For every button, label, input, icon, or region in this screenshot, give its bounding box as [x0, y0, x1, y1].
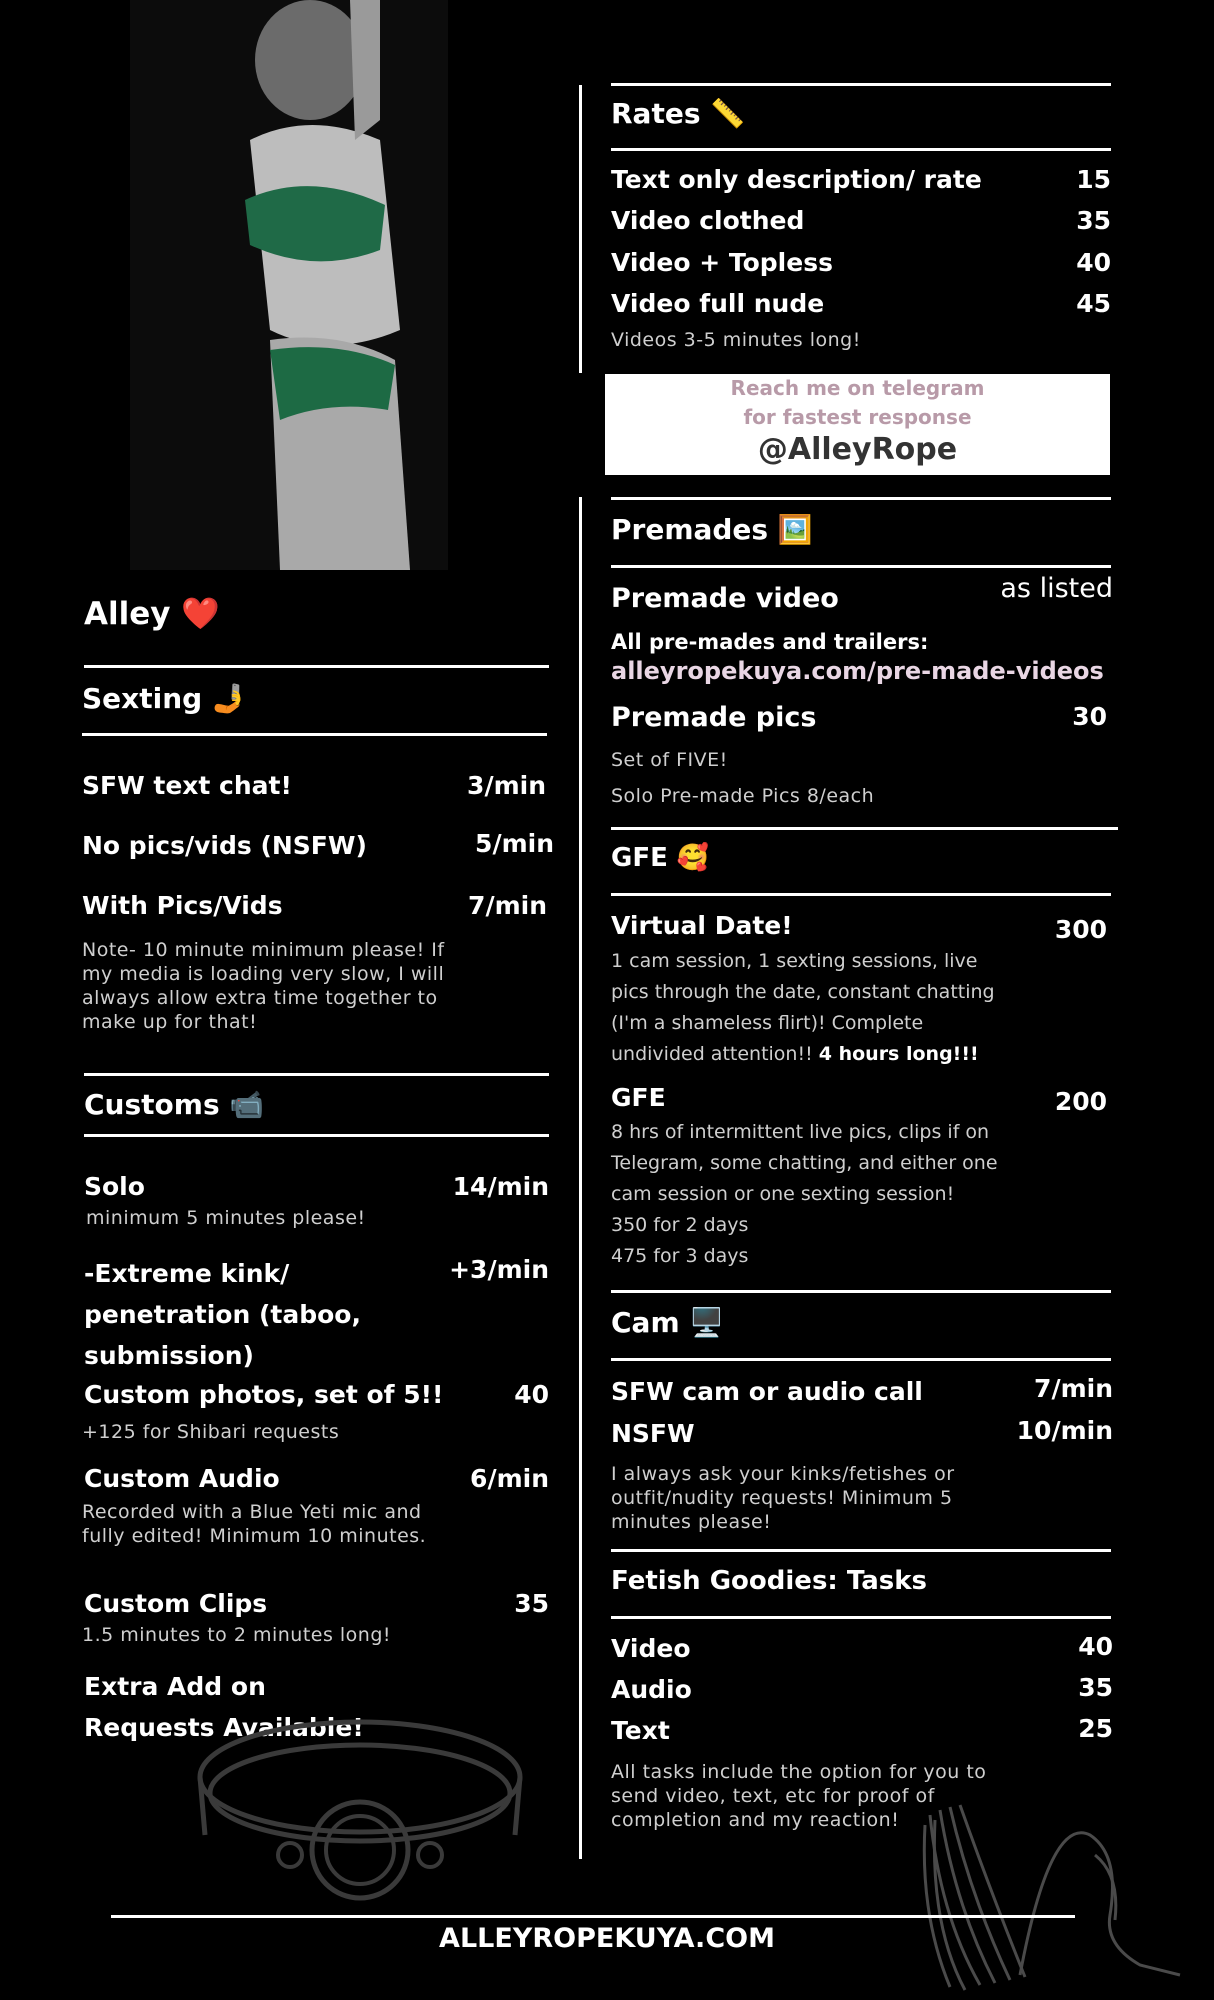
task-label: Audio — [611, 1675, 692, 1704]
sexting-item-price: 7/min — [468, 891, 547, 920]
profile-name: Alley ❤️ — [84, 596, 220, 632]
premade-link[interactable]: alleyropekuya.com/pre-made-videos — [611, 657, 1104, 685]
divider — [84, 665, 549, 668]
premade-video-price: as listed — [1000, 573, 1113, 604]
footer-site-link[interactable]: ALLEYROPEKUYA.COM — [439, 1923, 775, 1954]
virtual-date-price: 300 — [1054, 915, 1107, 944]
premade-pics-note: Solo Pre-made Pics 8/each — [611, 785, 875, 807]
task-price: 35 — [1078, 1673, 1113, 1702]
divider — [84, 1073, 549, 1076]
custom-audio-label: Custom Audio — [84, 1464, 280, 1493]
custom-photos-note: +125 for Shibari requests — [82, 1421, 340, 1443]
premades-title: Premades 🖼️ — [611, 513, 813, 546]
custom-solo-price: 14/min — [452, 1172, 549, 1201]
divider — [611, 497, 1111, 500]
custom-extreme-price: +3/min — [449, 1255, 549, 1284]
gfe-note: 8 hrs of intermittent live pics, clips if on Telegram, some chatting, and either one cam session or one sexting session! — [611, 1121, 998, 1205]
cam-item-price: 7/min — [1034, 1374, 1113, 1403]
virtual-date-label: Virtual Date! — [611, 911, 793, 940]
cam-title: Cam 🖥️ — [611, 1306, 725, 1339]
tasks-title: Fetish Goodies: Tasks — [611, 1566, 928, 1596]
cam-note: I always ask your kinks/fetishes or outfit/nudity requests! Minimum 5 minutes please! — [611, 1463, 955, 1533]
rate-label: Video + Topless — [611, 248, 833, 277]
divider — [82, 733, 547, 736]
custom-solo-label: Solo — [84, 1172, 145, 1201]
rate-label: Text only description/ rate — [611, 165, 982, 194]
sexting-title: Sexting 🤳 — [82, 682, 247, 715]
custom-extreme-label: -Extreme kink/ penetration (taboo, submission) — [84, 1259, 361, 1370]
divider — [611, 565, 1111, 568]
cam-item-price: 10/min — [1016, 1416, 1113, 1445]
telegram-handle[interactable]: @AlleyRope — [757, 432, 958, 467]
footer-divider — [111, 1915, 1075, 1918]
tasks-note: All tasks include the option for you to send video, text, etc for proof of completion and my reaction! — [611, 1761, 987, 1831]
divider — [611, 1358, 1111, 1361]
cam-item-label: SFW cam or audio call — [611, 1377, 923, 1406]
gfe-price: 200 — [1054, 1087, 1107, 1116]
telegram-banner[interactable] — [605, 374, 1110, 475]
premade-video-label: Premade video — [611, 583, 839, 614]
ball-gag-illustration — [195, 1715, 525, 1905]
cam-item-label: NSFW — [611, 1419, 695, 1448]
sexting-item-label: No pics/vids (NSFW) — [82, 831, 367, 860]
rates-title: Rates 📏 — [611, 97, 746, 130]
custom-audio-price: 6/min — [470, 1464, 549, 1493]
sexting-item-label: SFW text chat! — [82, 771, 292, 800]
extra-requests: Extra Add on Requests Available! — [84, 1672, 364, 1742]
divider — [84, 1134, 549, 1137]
gfe-label: GFE — [611, 1083, 666, 1112]
custom-clips-note: 1.5 minutes to 2 minutes long! — [82, 1624, 392, 1646]
task-label: Video — [611, 1634, 691, 1663]
custom-photos-label: Custom photos, set of 5!! — [84, 1380, 444, 1409]
gfe-title: GFE 🥰 — [611, 843, 710, 873]
task-price: 25 — [1078, 1714, 1113, 1743]
rate-price: 15 — [1076, 165, 1111, 194]
gfe-3days: 475 for 3 days — [611, 1245, 749, 1267]
column-divider — [579, 85, 582, 373]
divider — [611, 83, 1111, 86]
gfe-2days: 350 for 2 days — [611, 1214, 749, 1236]
column-divider — [579, 497, 582, 1859]
sexting-item-price: 5/min — [475, 829, 554, 858]
task-price: 40 — [1078, 1632, 1113, 1661]
profile-photo — [130, 0, 448, 570]
rate-price: 35 — [1076, 206, 1111, 235]
custom-audio-note: Recorded with a Blue Yeti mic and fully edited! Minimum 10 minutes. — [82, 1501, 427, 1547]
divider — [611, 1549, 1111, 1552]
customs-title: Customs 📹 — [84, 1088, 265, 1121]
premade-pics-price: 30 — [1072, 702, 1107, 731]
custom-photos-price: 40 — [514, 1380, 549, 1409]
divider — [611, 893, 1111, 896]
rate-label: Video full nude — [611, 289, 825, 318]
sexting-item-label: With Pics/Vids — [82, 891, 283, 920]
premade-all-label: All pre-mades and trailers: — [611, 630, 929, 654]
custom-clips-price: 35 — [514, 1589, 549, 1618]
sexting-item-price: 3/min — [467, 771, 546, 800]
custom-solo-note: minimum 5 minutes please! — [86, 1207, 366, 1229]
task-label: Text — [611, 1716, 670, 1745]
rate-price: 40 — [1076, 248, 1111, 277]
flogger-illustration — [900, 1795, 1200, 1995]
rates-note: Videos 3-5 minutes long! — [611, 329, 861, 351]
telegram-line2: for fastest response — [743, 405, 972, 429]
divider — [611, 1290, 1111, 1293]
telegram-line1: Reach me on telegram — [730, 376, 985, 400]
divider — [611, 827, 1118, 830]
rate-price: 45 — [1076, 289, 1111, 318]
divider — [611, 148, 1111, 151]
divider — [611, 1616, 1111, 1619]
sexting-note: Note- 10 minute minimum please! If my media is loading very slow, I will always allow extra time together to make up for that! — [82, 939, 445, 1033]
rate-label: Video clothed — [611, 206, 805, 235]
premade-pics-label: Premade pics — [611, 702, 817, 733]
virtual-date-note: 1 cam session, 1 sexting sessions, live pics through the date, constant chatting (I'm a shameless flirt)! Complete undivided attention!! 4 hours long!!! — [611, 950, 995, 1065]
premade-pics-note: Set of FIVE! — [611, 749, 728, 771]
custom-clips-label: Custom Clips — [84, 1589, 268, 1618]
